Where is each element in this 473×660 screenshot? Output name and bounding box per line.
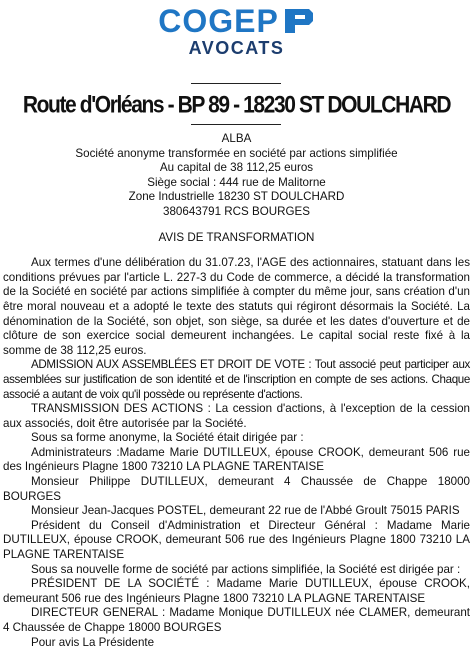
company-form: Société anonyme transformée en société par actions simplifiée: [75, 146, 398, 160]
paragraph-jean-jacques: Monsieur Jean-Jacques POSTEL, demeurant 22 rue de l'Abbé Groult 75015 PARIS: [31, 504, 460, 518]
company-rcs: 380643791 RCS BOURGES: [163, 204, 310, 218]
company-block: [3, 132, 470, 220]
cogep-logo-mark-icon: [283, 7, 315, 35]
paragraph-signature: Pour avis La Présidente: [31, 635, 155, 649]
company-capital: Au capital de 38 112,25 euros: [159, 161, 314, 175]
paragraph-deliberation: Aux termes d'une délibération du 31.07.23, l'AGE des actionnaires, statuant dans les conditions prévues par l'article L. 227-3 du Code de commerce, a décidé la transformation de la Société en société par actions simplifiée à compter du même jour, sans création d'un être moral nouveau et a adopté le texte des statuts qui régiront désormais la Société. La dénomination de la Société, son objet, son siège, sa durée et les dates d'ouverture et de clôture de son exercice social demeurent inchangées. Le capital social reste fixé à la somme de 38 112,25 euros.: [3, 256, 470, 357]
heading-rule-bottom: [191, 124, 281, 125]
paragraph-former-management: Sous sa forme anonyme, la Société était dirigée par :: [31, 431, 304, 445]
heading-rule-top: [191, 83, 281, 84]
spacer: [3, 220, 470, 231]
cogep-logo: [0, 4, 473, 58]
paragraph-new-management: Sous sa nouvelle forme de société par actions simplifiée, la Société est dirigée par :: [31, 562, 461, 576]
logo-brand-text: COGEP: [158, 3, 279, 39]
paragraph-transmission: TRANSMISSION DES ACTIONS : La cession d'actions, à l'exception de la cession aux associés, doit être autorisée par la Société.: [3, 402, 470, 430]
paragraph-directeur-general: DIRECTEUR GENERAL : Madame Monique DUTILLEUX née CLAMER, demeurant 4 Chaussée de Chappe 18000 BOURGES: [3, 606, 470, 634]
paragraph-philippe: Monsieur Philippe DUTILLEUX, demeurant 4 Chaussée de Chappe 18000 BOURGES: [3, 475, 470, 503]
notice-body: [3, 132, 470, 650]
notice-title: AVIS DE TRANSFORMATION: [158, 230, 315, 244]
paragraph-president-sas: PRÉSIDENT DE LA SOCIÉTÉ : Madame Marie DUTILLEUX, épouse CROOK, demeurant 506 rue des Ingénieurs Plagne 1800 73210 LA PLAGNE TARENTAISE: [3, 577, 470, 605]
spacer: [3, 245, 470, 256]
paragraph-administrators: Administrateurs :Madame Marie DUTILLEUX, épouse CROOK, demeurant 506 rue des Ingénieurs Plagne 1800 73210 LA PLAGNE TARENTAISE: [3, 445, 470, 474]
logo-subtitle: AVOCATS: [188, 38, 285, 58]
company-seat: Siège social : 444 rue de Malitorne: [147, 175, 326, 189]
paragraph-president-ca: Président du Conseil d'Administration et Directeur Général : Madame Marie DUTILLEUX, épouse CROOK, demeurant 506 rue des Ingénieurs Plagne 1800 73210 LA PLAGNE TARENTAISE: [3, 518, 470, 562]
paragraph-admission: ADMISSION AUX ASSEMBLÉES ET DROIT DE VOTE : Tout associé peut participer aux assemblées sur justification de son identité et de l'inscription en compte de ses actions. Chaque associé a autant de voix qu'il possède ou représente d'actions.: [3, 358, 470, 401]
company-zone: Zone Industrielle 18230 ST DOULCHARD: [128, 190, 345, 204]
address-heading: Route d'Orléans - BP 89 - 18230 ST DOULCHARD: [22, 92, 451, 119]
company-name: ALBA: [221, 132, 252, 145]
logo-row: [158, 4, 315, 38]
